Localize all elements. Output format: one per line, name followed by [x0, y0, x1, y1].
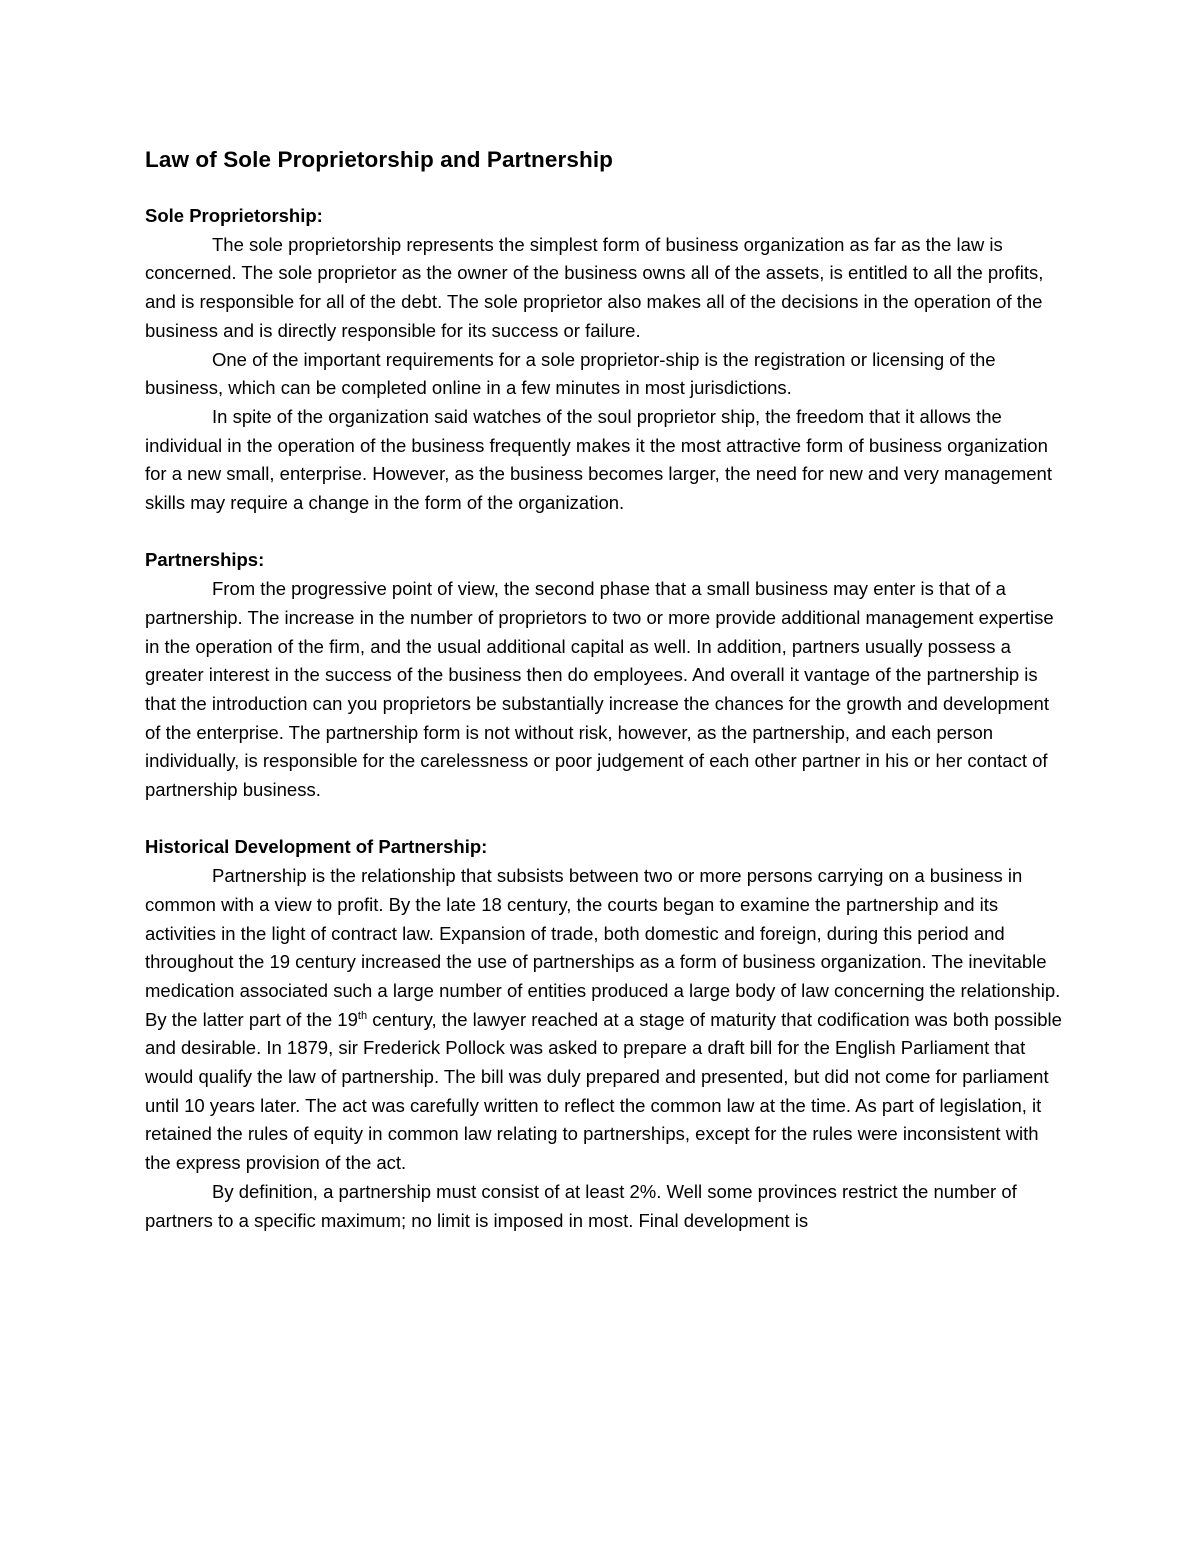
paragraph: The sole proprietorship represents the simplest form of business organization as far as the law is concerned. The sole proprietor as the owner of the business owns all of the assets, is entitled to all the profits, and is responsible for all of the debt. The sole proprietor also makes all of the decisions in the operation of the business and is directly responsible for its success or failure.: [145, 233, 1044, 341]
section-heading: Sole Proprietorship:: [145, 205, 323, 226]
document-page: [145, 140, 1065, 1235]
paragraph: In spite of the organization said watches of the soul proprietor ship, the freedom that it allows the individual in the operation of the business frequently makes it the most attractive form of business organization for a new small, enterprise. However, as the business becomes larger, the need for new and very management skills may require a change in the form of the organization.: [145, 405, 1052, 514]
paragraph-text: century, the lawyer reached at a stage of maturity that codification was both possible and desirable. In 1879, sir Frederick Pollock was asked to prepare a draft bill for the English Parliament that would qualify the law of partnership. The bill was duly prepared and presented, but did not come for parliament until 10 years later. The act was carefully written to reflect the common law at the time. As part of legislation, it retained the rules of equity in common law relating to partnerships, except for the rules were inconsistent with the express provision of the act.: [145, 1008, 1062, 1174]
section-partnerships: [145, 546, 1065, 804]
section-historical-development: [145, 833, 1065, 1235]
section-spacer: [145, 805, 1065, 834]
section-sole-proprietorship: [145, 202, 1065, 518]
section-spacer: [145, 518, 1065, 547]
section-heading: Historical Development of Partnership:: [145, 836, 488, 858]
paragraph: By definition, a partnership must consist of at least 2%. Well some provinces restrict the number of partners to a specific maximum; no limit is imposed in most. Final development is: [145, 1180, 1017, 1231]
paragraph: [145, 862, 1065, 1178]
paragraph: From the progressive point of view, the second phase that a small business may enter is that of a partnership. The increase in the number of proprietors to two or more provide additional management expertise in the operation of the firm, and the usual additional capital as well. In addition, partners usually possess a greater interest in the success of the business then do employees. And overall it vantage of the partnership is that the introduction can you proprietors be substantially increase the chances for the growth and development of the enterprise. The partnership form is not without risk, however, as the partnership, and each person individually, is responsible for the carelessness or poor judgement of each other partner in his or her contact of partnership business.: [145, 578, 1054, 801]
document-title: Law of Sole Proprietorship and Partnership: [145, 147, 614, 172]
paragraph: One of the important requirements for a sole proprietor-ship is the registration or licensing of the business, which can be completed online in a few minutes in most jurisdictions.: [145, 348, 996, 399]
section-heading: Partnerships:: [145, 549, 265, 571]
superscript: th: [357, 1009, 368, 1022]
paragraph-text: Partnership is the relationship that subsists between two or more persons carrying on a business in common with a view to profit. By the late 18 century, the courts began to examine the partnership and its activities in the light of contract law. Expansion of trade, both domestic and foreign, during this period and throughout the 19 century increased the use of partnerships as a form of business organization. The inevitable medication associated such a large number of entities produced a large body of law concerning the relationship. By the latter part of the 19: [145, 865, 1061, 1030]
